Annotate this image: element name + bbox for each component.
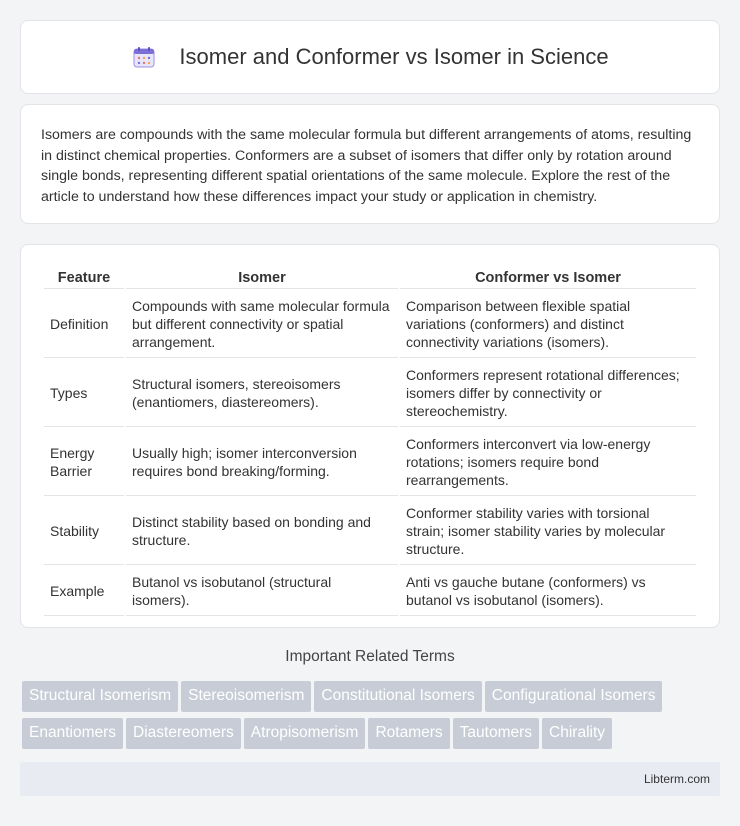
row-feature: Stability bbox=[44, 498, 124, 565]
footer-brand-link[interactable]: Libterm.com bbox=[643, 772, 710, 786]
row-feature: Types bbox=[44, 360, 124, 427]
row-conformer: Comparison between flexible spatial variations (conformers) and distinct connectivity variations (isomers). bbox=[400, 291, 696, 358]
table-header-row bbox=[44, 267, 696, 289]
comparison-table-card bbox=[20, 244, 720, 628]
related-term-tag[interactable]: Tautomers bbox=[453, 718, 539, 749]
column-header-feature: Feature bbox=[44, 267, 124, 289]
related-term-tag[interactable]: Rotamers bbox=[368, 718, 449, 749]
comparison-table bbox=[42, 265, 698, 618]
column-header-isomer: Isomer bbox=[126, 267, 398, 289]
page-title: Isomer and Conformer vs Isomer in Science bbox=[179, 44, 609, 69]
row-conformer: Conformers interconvert via low-energy rotations; isomers require bond rearrangements. bbox=[400, 429, 696, 496]
table-row bbox=[44, 291, 696, 358]
related-terms-list bbox=[22, 681, 722, 755]
row-conformer: Conformers represent rotational differences; isomers differ by connectivity or stereochemistry. bbox=[400, 360, 696, 427]
row-feature: Energy Barrier bbox=[44, 429, 124, 496]
table-row bbox=[44, 498, 696, 565]
column-header-conformer-vs-isomer: Conformer vs Isomer bbox=[400, 267, 696, 289]
related-term-tag[interactable]: Chirality bbox=[542, 718, 612, 749]
related-term-tag[interactable]: Enantiomers bbox=[22, 718, 123, 749]
header-card bbox=[20, 20, 720, 94]
related-term-tag[interactable]: Constitutional Isomers bbox=[314, 681, 481, 712]
related-terms-title: Important Related Terms bbox=[285, 648, 455, 665]
row-conformer: Conformer stability varies with torsional strain; isomer stability varies by molecular structure. bbox=[400, 498, 696, 565]
row-feature: Definition bbox=[44, 291, 124, 358]
related-term-tag[interactable]: Structural Isomerism bbox=[22, 681, 178, 712]
row-isomer: Butanol vs isobutanol (structural isomers). bbox=[126, 567, 398, 616]
row-isomer: Usually high; isomer interconversion requires bond breaking/forming. bbox=[126, 429, 398, 496]
row-conformer: Anti vs gauche butane (conformers) vs butanol vs isobutanol (isomers). bbox=[400, 567, 696, 616]
row-isomer: Compounds with same molecular formula but different connectivity or spatial arrangement. bbox=[126, 291, 398, 358]
table-row bbox=[44, 567, 696, 616]
intro-text: Isomers are compounds with the same molecular formula but different arrangements of atoms, resulting in distinct chemical properties. Conformers are a subset of isomers that differ only by rotation around single bonds, representing different spatial orientations of the same molecule. Explore the rest of the article to understand how these differences impact your study or application in chemistry. bbox=[41, 127, 692, 205]
related-term-tag[interactable]: Diastereomers bbox=[126, 718, 241, 749]
row-isomer: Distinct stability based on bonding and structure. bbox=[126, 498, 398, 565]
row-feature: Example bbox=[44, 567, 124, 616]
table-row bbox=[44, 360, 696, 427]
related-term-tag[interactable]: Configurational Isomers bbox=[485, 681, 663, 712]
related-term-tag[interactable]: Stereoisomerism bbox=[181, 681, 311, 712]
related-term-tag[interactable]: Atropisomerism bbox=[244, 718, 366, 749]
row-isomer: Structural isomers, stereoisomers (enantiomers, diastereomers). bbox=[126, 360, 398, 427]
intro-card bbox=[20, 104, 720, 224]
table-row bbox=[44, 429, 696, 496]
calendar-icon bbox=[131, 44, 157, 70]
footer bbox=[20, 762, 720, 796]
